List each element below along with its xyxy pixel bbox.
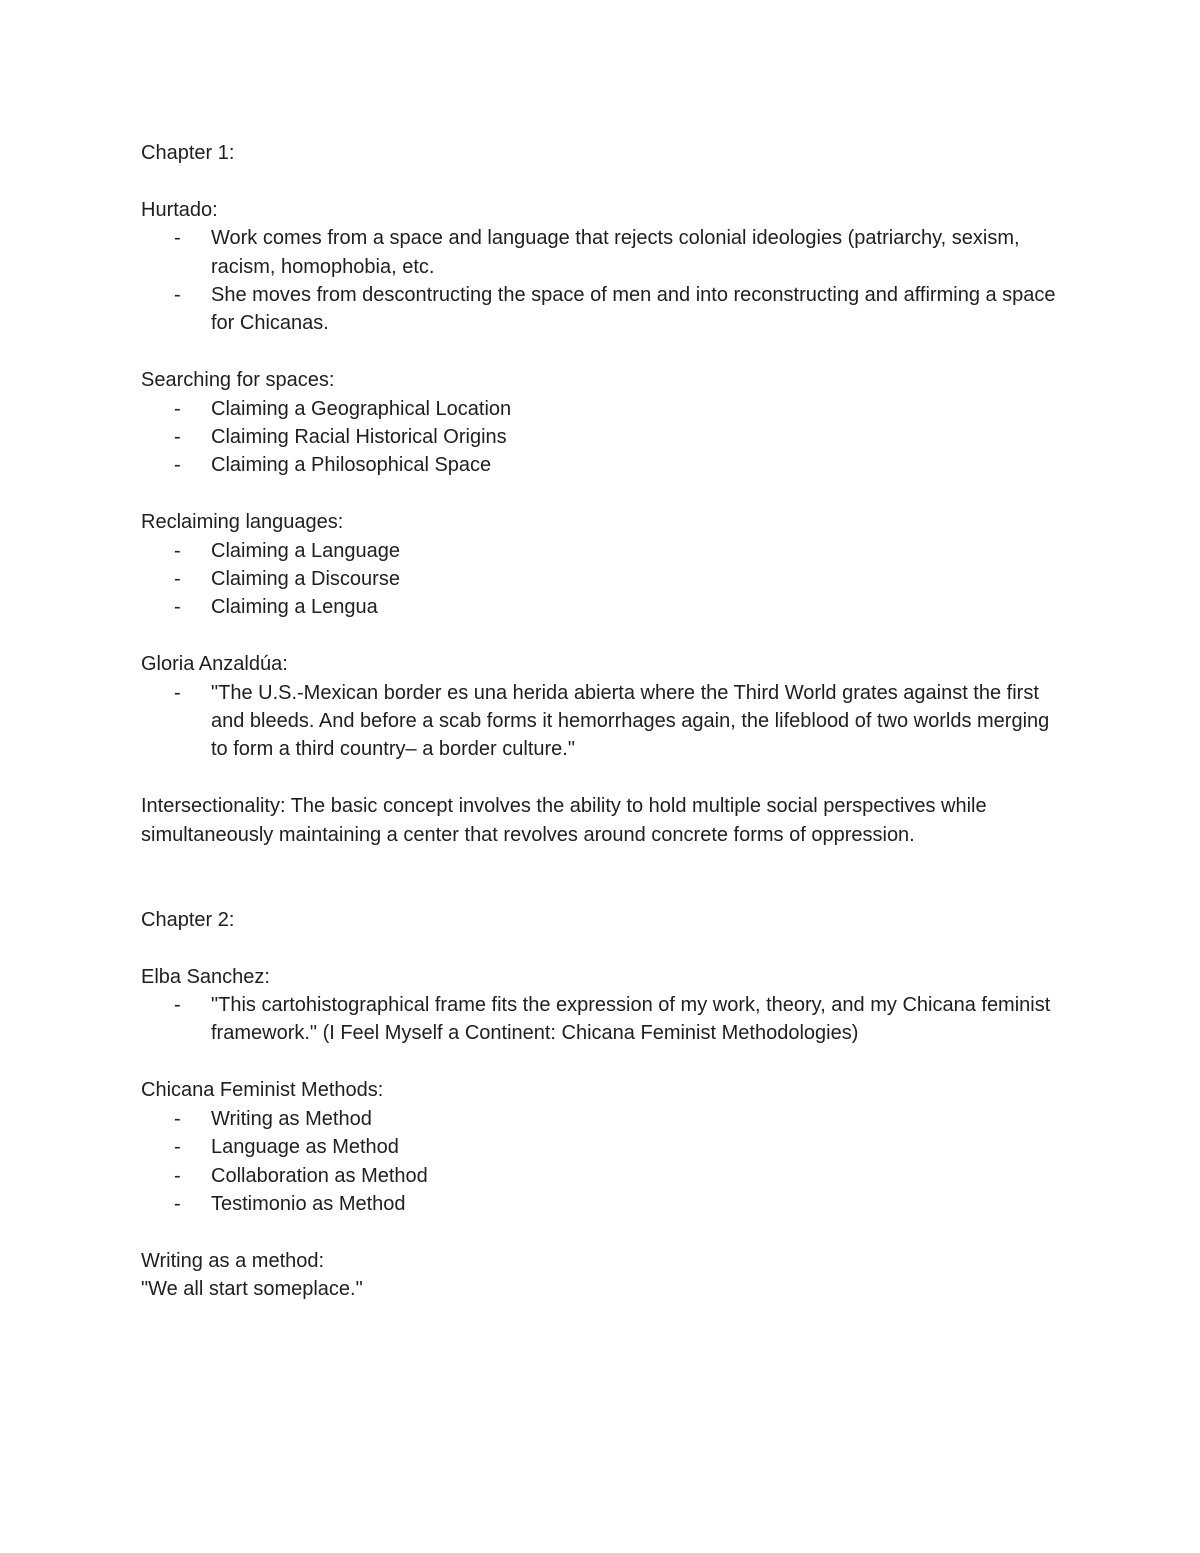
sanchez-list [141,991,1071,1048]
dash-bullet: - [174,1192,181,1215]
anzaldua-list [141,679,1071,764]
dash-bullet: - [174,1107,181,1130]
hurtado-list [141,224,1071,338]
list-item-text: Claiming a Geographical Location [211,397,512,420]
dash-bullet: - [174,284,181,307]
methods-list [141,1105,1071,1219]
dash-bullet: - [174,397,181,420]
list-item-text: "This cartohistographical frame fits the expression of my work, theory, and my Chicana feminist framework." (I Feel Myself a Continent: Chicana Feminist Methodologies) [211,994,1051,1045]
document-page [141,139,1071,1304]
dash-bullet: - [174,681,181,704]
chapter1-heading: Chapter 1: [141,142,235,164]
list-item [141,679,1071,764]
dash-bullet: - [174,1164,181,1187]
list-item [141,593,1071,621]
list-item-text: "The U.S.-Mexican border es una herida abierta where the Third World grates against the first and bleeds. And before a scab forms it hemorrhages again, the lifeblood of two worlds merging to form a third country– a border culture." [211,681,1050,761]
reclaiming-label: Reclaiming languages: [141,511,344,534]
list-item-text: Claiming a Philosophical Space [211,454,492,477]
list-item [141,281,1071,338]
list-item [141,1162,1071,1190]
reclaiming-list [141,537,1071,622]
list-item [141,1105,1071,1133]
dash-bullet: - [174,454,181,477]
chapter2-heading: Chapter 2: [141,908,235,931]
list-item-text: Claiming Racial Historical Origins [211,426,507,449]
list-item [141,565,1071,593]
list-item [141,991,1071,1048]
list-item-text: Language as Method [211,1136,399,1159]
list-item [141,1190,1071,1218]
dash-bullet: - [174,596,181,619]
dash-bullet: - [174,994,181,1017]
list-item [141,423,1071,451]
writing-quote: "We all start someplace." [141,1278,363,1301]
list-item-text: Testimonio as Method [211,1192,406,1215]
dash-bullet: - [174,568,181,591]
list-item [141,395,1071,423]
list-item [141,224,1071,281]
list-item-text: Claiming a Discourse [211,568,400,591]
list-item [141,537,1071,565]
list-item-text: Collaboration as Method [211,1164,428,1187]
list-item-text: Claiming a Lengua [211,596,378,619]
list-item [141,451,1071,479]
searching-label: Searching for spaces: [141,369,335,392]
searching-list [141,395,1071,480]
list-item-text: Writing as Method [211,1107,372,1130]
list-item-text: Claiming a Language [211,539,401,562]
list-item [141,1133,1071,1161]
dash-bullet: - [174,1136,181,1159]
hurtado-label: Hurtado: [141,198,218,221]
list-item-text: She moves from descontructing the space of men and into reconstructing and affirming a space for Chicanas. [211,284,1056,335]
dash-bullet: - [174,227,181,250]
dash-bullet: - [174,426,181,449]
anzaldua-label: Gloria Anzaldúa: [141,653,288,676]
writing-label: Writing as a method: [141,1249,325,1272]
dash-bullet: - [174,539,181,562]
sanchez-label: Elba Sanchez: [141,965,270,988]
list-item-text: Work comes from a space and language that rejects colonial ideologies (patriarchy, sexism, racism, homophobia, etc. [211,227,1020,278]
intersectionality-paragraph: Intersectionality: The basic concept involves the ability to hold multiple social perspectives while simultaneously maintaining a center that revolves around concrete forms of oppression. [141,795,987,846]
methods-label: Chicana Feminist Methods: [141,1079,384,1102]
